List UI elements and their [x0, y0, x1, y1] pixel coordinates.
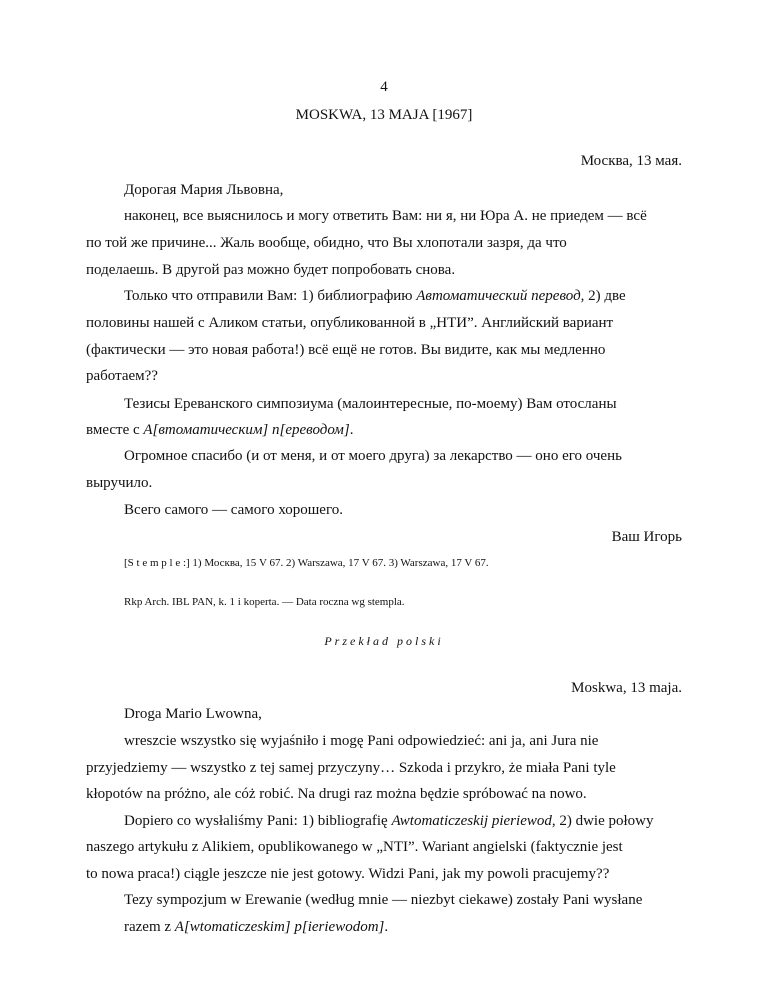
polish-place-date: Moskwa, 13 maja.: [571, 680, 682, 696]
polish-p1-line: przyjedziemy — wszystko z tej samej przyczyny… Szkoda i przykro, że miała Pani tyle: [86, 760, 616, 776]
stamp-note: [S t e m p l e :] 1) Москва, 15 V 67. 2) Warszawa, 17 V 67. 3) Warszawa, 17 V 67.: [124, 557, 489, 569]
book-title: А[втоматическим] п[ереводом]: [143, 422, 350, 438]
polish-p1-line: wreszcie wszystko się wyjaśniło i mogę Pani odpowiedzieć: ani ja, ani Jura nie: [124, 733, 599, 749]
book-title: A[wtomaticzeskim] p[ieriewodom]: [174, 919, 385, 935]
polish-p1-line: kłopotów na próżno, ale cóż robić. Na drugi raz można będzie spróbować na nowo.: [86, 786, 587, 802]
russian-p2-line: половины нашей с Аликом статьи, опубликованной в „НТИ”. Английский вариант: [86, 315, 614, 331]
russian-p1-line: наконец, все выяснилось и могу ответить Вам: ни я, ни Юра А. не приедем — всё: [124, 208, 647, 224]
russian-p4-line: Огромное спасибо (и от меня, и от моего друга) за лекарство — оно его очень: [124, 448, 622, 464]
russian-signature: Ваш Игорь: [611, 529, 682, 545]
polish-p3-line: razem z A[wtomaticzeskim] p[ieriewodom].: [124, 919, 389, 935]
archive-note: Rkp Arch. IBL PAN, k. 1 i koperta. — Data roczna wg stempla.: [124, 596, 405, 608]
russian-closing: Всего самого — самого хорошего.: [124, 502, 343, 518]
russian-greeting: Дорогая Мария Львовна,: [124, 182, 284, 198]
polish-p3-line: Tezy sympozjum w Erewanie (według mnie — niezbyt ciekawe) zostały Pani wysłane: [124, 892, 643, 908]
russian-p2-line: Только что отправили Вам: 1) библиографию Автоматический перевод, 2) две: [124, 288, 626, 304]
letter-heading: MOSKWA, 13 MAJA [1967]: [295, 107, 473, 123]
book-title: Автоматический перевод: [416, 288, 581, 304]
polish-p2-line: Dopiero co wysłaliśmy Pani: 1) bibliografię Awtomaticzeskij pieriewod, 2) dwie połowy: [124, 813, 654, 829]
russian-p3-line: Тезисы Ереванского симпозиума (малоинтересные, по-моему) Вам отосланы: [124, 396, 617, 412]
russian-p1-line: по той же причине... Жаль вообще, обидно, что Вы хлопотали зазря, да что: [86, 235, 567, 251]
russian-p1-line: поделаешь. В другой раз можно будет попробовать снова.: [86, 262, 456, 278]
russian-p2-line: (фактически — это новая работа!) всё ещё не готов. Вы видите, как мы медленно: [86, 342, 606, 358]
polish-p2-line: naszego artykułu z Alikiem, opublikowanego w „NTI”. Wariant angielski (faktycznie jest: [86, 839, 623, 855]
russian-p3-line: вместе с А[втоматическим] п[ереводом].: [86, 422, 354, 438]
translation-heading: Przekład polski: [324, 634, 444, 648]
russian-p2-line: работаем??: [86, 368, 158, 384]
book-title: Awtomaticzeskij pieriewod: [391, 813, 552, 829]
polish-p2-line: to nowa praca!) ciągle jeszcze nie jest gotowy. Widzi Pani, jak my powoli pracujemy??: [86, 866, 610, 882]
russian-place-date: Москва, 13 мая.: [580, 153, 682, 169]
letter-number: 4: [380, 79, 388, 95]
polish-greeting: Droga Mario Lwowna,: [124, 706, 262, 722]
russian-p4-line: выручило.: [86, 475, 153, 491]
